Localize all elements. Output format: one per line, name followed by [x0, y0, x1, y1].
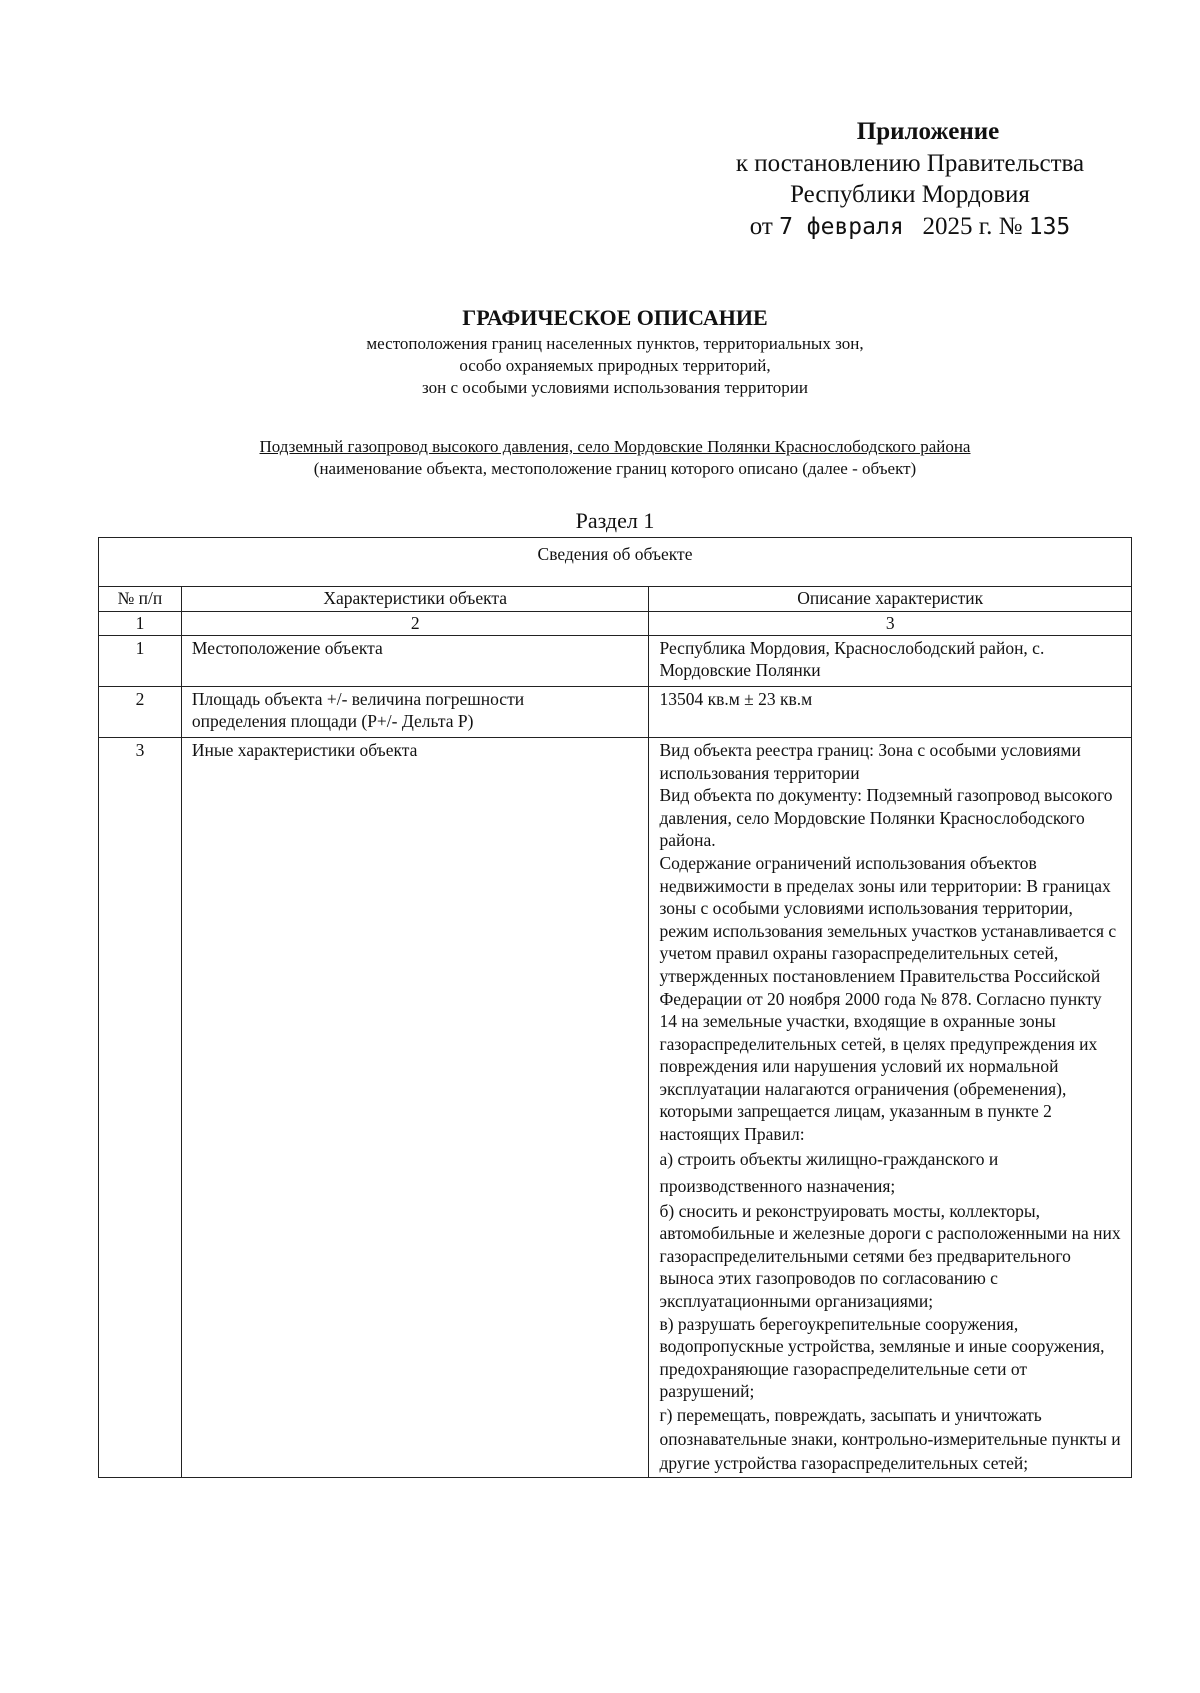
- column-number-2: 2: [181, 612, 649, 636]
- restriction-d: г) перемещать, повреждать, засыпать и уничтожать опознавательные знаки, контрольно-измерительные пункты и другие устройства газораспределительных сетей;: [659, 1405, 1121, 1473]
- appendix-line-2: Республики Мордовия: [790, 181, 1030, 208]
- table-row: [99, 737, 1132, 1477]
- column-header-number: № п/п: [99, 587, 182, 612]
- row-characteristic: Местоположение объекта: [181, 635, 649, 686]
- row-number: 1: [99, 635, 182, 686]
- object-info-table: [98, 537, 1132, 1478]
- heading-line-3: зон с особыми условиями использования территории: [422, 378, 808, 397]
- table-row: [99, 686, 1132, 737]
- heading-line-2: особо охраняемых природных территорий,: [459, 356, 771, 375]
- row-description: [649, 737, 1132, 1477]
- document-title: ГРАФИЧЕСКОЕ ОПИСАНИЕ: [462, 305, 768, 330]
- restriction-b: б) сносить и реконструировать мосты, коллекторы, автомобильные и железные дороги с расположенными на них газораспределительными сетями без предварительного выноса этих газопроводов по согласованию с эксплуатационными организациями;: [659, 1200, 1121, 1312]
- date-value: 7 февраля: [779, 214, 904, 240]
- document-heading: [150, 303, 1080, 399]
- row-characteristic: Площадь объекта +/- величина погрешности определения площади (Р+/- Дельта Р): [181, 686, 649, 737]
- document-number: 135: [1028, 214, 1071, 240]
- appendix-line-1: к постановлению Правительства: [735, 150, 1085, 177]
- table-row: [99, 635, 1132, 686]
- table-title: Сведения об объекте: [99, 538, 1132, 587]
- appendix-date-line: [700, 210, 1120, 244]
- restriction-c: в) разрушать берегоукрепительные сооружения, водопропускные устройства, земляные и иные сооружения, предохраняющие газораспределительные сети от разрушений;: [659, 1313, 1105, 1402]
- date-prefix: от: [749, 213, 773, 240]
- appendix-title: Приложение: [856, 118, 1000, 145]
- row-description: 13504 кв.м ± 23 кв.м: [649, 686, 1132, 737]
- description-main: Вид объекта реестра границ: Зона с особыми условиями использования территории Вид объекта по документу: Подземный газопровод высокого давления, село Мордовские Полянки Краснослободского района. Содержание ограничений использования объектов недвижимости в пределах зоны или территории: В границах зоны с особыми условиями использования территории, режим использования земельных участков устанавливается с учетом правил охраны газораспределительных сетей, утвержденных постановлением Правительства Российской Федерации от 20 ноября 2000 года № 878. Согласно пункту 14 на земельные участки, входящие в охранные зоны газораспределительных сетей, в целях предупреждения их повреждения или нарушения условий их нормальной эксплуатации налагаются ограничения (обременения), которыми запрещается лицам, указанным в пункте 2 настоящих Правил:: [659, 739, 1117, 1145]
- column-number-3: 3: [649, 612, 1132, 636]
- column-header-characteristic: Характеристики объекта: [181, 587, 649, 612]
- object-caption: (наименование объекта, местоположение границ которого описано (далее - объект): [313, 459, 917, 478]
- section-title: Раздел 1: [575, 508, 655, 533]
- date-year: 2025 г. №: [922, 213, 1023, 240]
- row-number: 3: [99, 737, 182, 1477]
- object-name: Подземный газопровод высокого давления, село Мордовские Полянки Краснослободского района: [259, 437, 971, 456]
- row-characteristic: Иные характеристики объекта: [181, 737, 649, 1477]
- column-header-description: Описание характеристик: [649, 587, 1132, 612]
- column-number-1: 1: [99, 612, 182, 636]
- row-description: Республика Мордовия, Краснослободский район, с. Мордовские Полянки: [649, 635, 1132, 686]
- appendix-block: [700, 115, 1120, 244]
- row-number: 2: [99, 686, 182, 737]
- restriction-a: а) строить объекты жилищно-гражданского и производственного назначения;: [659, 1148, 999, 1196]
- object-block: [150, 436, 1080, 480]
- heading-line-1: местоположения границ населенных пунктов, территориальных зон,: [366, 334, 864, 353]
